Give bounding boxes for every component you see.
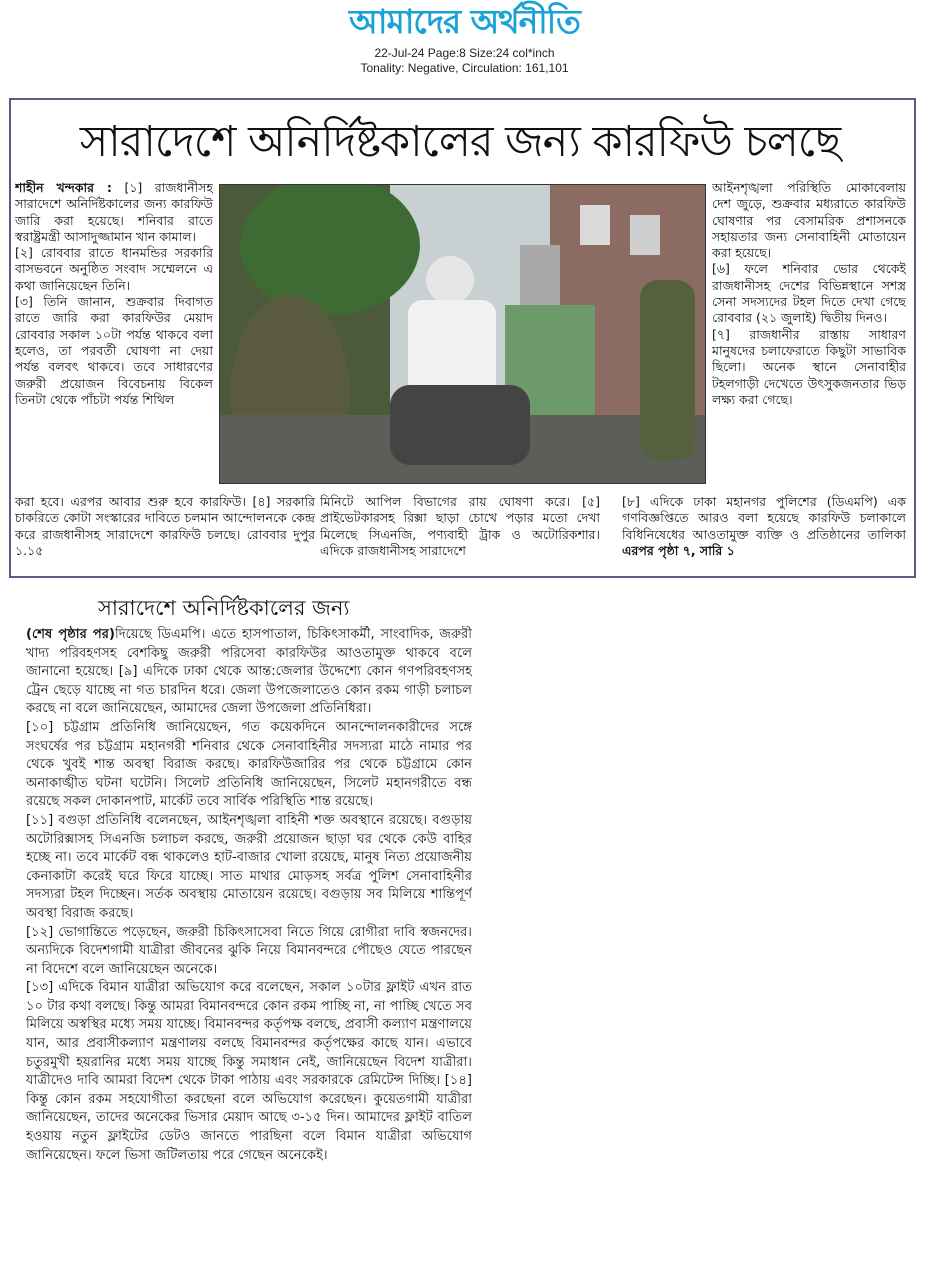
continuation-paragraph-1-text: দিয়েছে ডিএমপি। এতে হাসপাতাল, চিকিৎসাকর্মী, সাংবাদিক, জরুরী খাদ্য পরিবহণসহ বেশকিছু জরুরী পরিসেবা কারফিউর আওতামুক্ত থাকবে বলে জানানো হয়েছে। [৯] এদিকে ঢাকা থেকে আন্ত:জেলার উদ্দেশ্যে কোন গণপরিবহণসহ ট্রেন ছেড়ে যাচ্ছে না গত চারদিন ধরে। জেলা উপজেলাতেও কোন রকম গাড়ী চলাচল করছে না বলে জানিয়েছেন, আমাদের জেলা উপজেলা প্রতিনিধিরা।	[26, 627, 472, 717]
clip-meta-tonality: Tonality: Negative, Circulation: 161,101	[360, 61, 569, 75]
article-column-left	[15, 180, 213, 490]
clip-meta-date-size: 22-Jul-24 Page:8 Size:24 col*inch	[374, 46, 555, 60]
article-paragraph-6: [৬] ফলে শনিবার ভোর থেকেই রাজধানীসহ দেশের বিভিন্নস্থানে সশস্ত্র সেনা সদস্যদের টহল দিতে দেখা গেছে রোববার (২১ জুলাই) দ্বিতীয় দিনও।	[712, 261, 906, 326]
continued-from-label: (শেষ পৃষ্ঠার পর)	[26, 627, 115, 642]
article-lower-col-3	[622, 494, 906, 574]
article-lower-col-1: করা হবে। এরপর আবার শুরু হবে কারফিউ। [৪] সরকারি চাকরিতে কোটা সংস্কারের দাবিতে চলমান আন্দোলনকে কেন্দ্র করে রাজধানীসহ সারাদেশে কারফিউ চলছে। রোববার দুপুর ১.১৫	[15, 494, 315, 558]
article-paragraph-1	[15, 180, 213, 245]
newspaper-masthead: আমাদের অর্থনীতি	[349, 2, 580, 41]
article-paragraph-8: [৮] এদিকে ঢাকা মহানগর পুলিশের (ডিএমপি) এক গণবিজ্ঞপ্তিতে আরও বলা হয়েছে কারফিউ চলাকালে বিধিনিষেধের আওতামুক্ত ব্যক্তি ও প্রতিষ্ঠানের তালিকা	[622, 494, 906, 542]
article-paragraph-2: [২] রোববার রাতে ধানমন্ডির সরকারি বাসভবনে অনুষ্ঠিত সংবাদ সম্মেলনে এ কথা জানিয়েছেন তিনি।	[15, 245, 213, 293]
article-lower-col-2: মিনিটে আপিল বিভাগের রায় ঘোষণা করে। [৫] প্রাইভেটকারসহ রিক্সা ছাড়া চোখে পড়ার মতো দেখা মিলেছে সিএনজি, পণ্যবাহী ট্রাক ও অটোরিকশার। এদিকে রাজধানীসহ সারাদেশে	[320, 494, 600, 558]
news-photo-soldier-motorcyclist	[219, 184, 706, 484]
continuation-paragraph-5: [১৩] এদিকে বিমান যাত্রীরা অভিযোগ করে বলেছেন, সকাল ১০টার ফ্লাইট এখন রাত ১০ টার কথা বলছে। কিন্তু আমরা বিমানবন্দরে কোন রকম পাচ্ছি না, না পাচ্ছি খেতে সব মিলিয়ে অস্বস্থির মধ্যে সময় যাচ্ছে। বিমানবন্দর কর্তৃপক্ষ বলছে, প্রবাসী কল্যাণ মন্ত্রণালয়ে যান, আর প্রবাসীকল্যাণ মন্ত্রণালয় বলছে বিমানবন্দর কর্তৃপক্ষের কাছে যান। এভাবে চতুরমুখী হয়রানির মধ্যে সময় যাচ্ছে কিন্তু সমাধান নেই, জানিয়েছেন বিদেশ যাত্রীরা। যাত্রীদেও দাবি আমরা বিদেশ থেকে টাকা পাঠায় এবং সরকারকে রেমিটেন্স দিচ্ছি। [১৪] কিন্তু কোন রকম সহযোগীতা করছেনা বলে অভিযোগ করেছেন। কুয়েতগামী যাত্রীরা জানিয়েছেন, তাদের অনেকের ভিসার মেয়াদ আছে ৩-১৫ দিন। আমাদের ফ্লাইট বাতিল হওয়ায় নতুন ফ্লাইটের ডেটও জানতে পারছিনা বলে বিমান যাত্রীরা অভিযোগ জানিয়েছেন। ফলে ভিসা জটিলতায় পরে গেছেন অনেকেই।	[26, 980, 472, 1163]
continuation-paragraph-1	[26, 626, 472, 719]
continuation-paragraph-3: [১১] বগুড়া প্রতিনিধি বলেনছেন, আইনশৃঙ্খলা বাহিনী শক্ত অবস্থানে রয়েছে। বগুড়ায় অটোরিক্সাসহ সিএনজি চলাচল করছে, জরুরী প্রয়োজন ছাড়া ঘর থেকে কেউ বাহির হচ্ছে না। তবে মার্কেট বন্ধ থাকলেও হাট-বাজার খোলা রয়েছে, মানুষ নিত্য প্রয়োজনীয় কেনাকাটা করেই ঘরে ফিরে যাচ্ছে। সাত মাথার মোড়সহ সর্বত্র পুলিশ সেনাবাহিনীর সদস্যরা টহল দিচ্ছেন। সর্তক অবস্থায় মোতায়েন রয়েছে। বগুড়ায় সব মিলিয়ে শান্তিপূর্ণ অবস্থা বিরাজ করছে।	[26, 812, 472, 921]
article-paragraph-1-text: [১] রাজধানীসহ সারাদেশে অনির্দিষ্টকালের জন্য কারফিউ জারি করা হয়েছে। শনিবার রাতে স্বরাষ্ট্রমন্ত্রী আসাদুজ্জামান খান কামাল।	[15, 180, 213, 244]
continuation-paragraph-4: [১২] ভোগান্তিতে পড়েছেন, জরুরী চিকিৎসাসেবা নিতে গিয়ে রোগীরা দাবি স্বজনদের। অন্যদিকে বিদেশগামী যাত্রীরা জীবনের ঝুকি নিয়ে বিমানবন্দরে পৌছেও যেতে পারছেন না বিদেশে বলে জানিয়েছেন অনেকে।	[26, 924, 472, 977]
continuation-body	[26, 626, 472, 1230]
news-photo-illustration	[220, 185, 706, 484]
article-paragraph-5b: আইনশৃঙ্খলা পরিস্থিতি মোকাবেলায় দেশ জুড়ে, শুক্রবার মধ্যরাতে কারফিউ ঘোষণার পর বেসামরিক প্রশাসনকে সহায়তার জন্য সেনাবাহিনী মোতায়েন করা হয়েছে।	[712, 180, 906, 261]
article-paragraph-7: [৭] রাজধানীর রাস্তায় সাধারণ মানুষদের চলাফেরাতে কিছুটা সাভাবিক ছিলো। অনেক স্থানে সেনাবাহীর টহলগাড়ী দেখেতে উৎসুকজনতার ভিড় লক্ষ্য করা গেছে।	[712, 326, 906, 407]
article-headline: সারাদেশে অনির্দিষ্টকালের জন্য কারফিউ চলছে	[79, 117, 841, 167]
author-byline: শাহীন খন্দকার :	[15, 180, 112, 195]
continuation-paragraph-2: [১০] চট্টগ্রাম প্রতিনিধি জানিয়েছেন, গত কয়েকদিনে আনন্দোলনকারীদের সঙ্গে সংঘর্ষের পর চট্টগ্রাম মহানগরী শনিবার থেকে সেনাবাহিনীর সদস্যরা মাঠে নামার পর থেকে খুবই শান্ত অবস্থা বিরাজ করছে। কারফিউজারির পর থেকে চট্টগ্রামে কোন অনাকাঙ্খীত ঘটনা ঘটেনি। সিলেট প্রতিনিধি জানিয়েছেন, সিলেট মহানগরীতে বন্ধ রয়েছে সকল দোকানপাট, মার্কেট তবে সার্বিক পরিস্থিতি শান্ত রয়েছে।	[26, 719, 472, 810]
article-column-right	[712, 180, 906, 495]
continuation-title: সারাদেশে অনির্দিষ্টকালের জন্য	[98, 596, 350, 620]
continued-on-page-ref: এরপর পৃষ্ঠা ৭, সারি ১	[622, 542, 735, 558]
article-paragraph-3: [৩] তিনি জানান, শুক্রবার দিবাগত রাতে জারি করা কারফিউর মেয়াদ রোববার সকাল ১০টা পর্যন্ত থাকবে বলা হলেও, তা পরবর্তী ঘোষণা না দেয়া পর্যন্ত বলবৎ থাকবে। তবে সাধারণের জরুরী প্রয়োজন বিবেচনায় বিকেল তিনটা থেকে পাঁচটা পর্যন্ত শিথিল	[15, 294, 213, 407]
